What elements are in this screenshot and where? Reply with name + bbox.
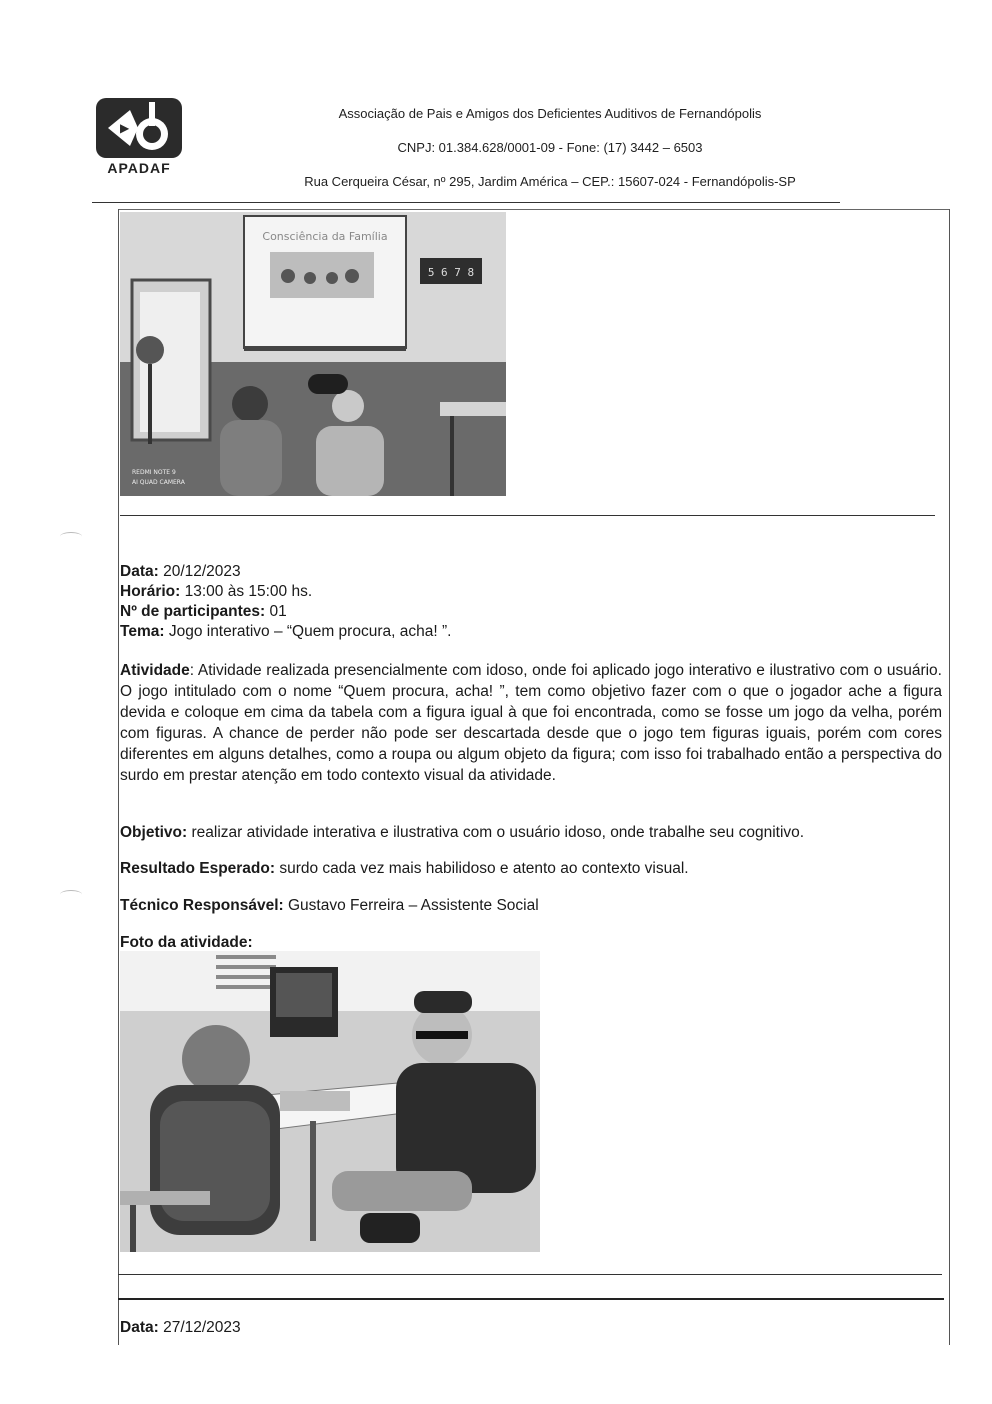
overlay-line-1: REDMI NOTE 9 — [132, 469, 176, 476]
frame-right — [949, 209, 950, 1345]
slide-title: Consciência da Família — [262, 230, 388, 243]
separator-2 — [118, 1274, 942, 1275]
date-line — [120, 562, 241, 582]
contact-info: CNPJ: 01.384.628/0001-09 - Fone: (17) 3442 – 6503 — [397, 140, 703, 155]
svg-text:▶: ▶ — [120, 121, 130, 135]
address: Rua Cerqueira César, nº 295, Jardim América – CEP.: 15607-024 - Fernandópolis-SP — [304, 174, 796, 189]
theme-label: Tema: — [120, 623, 165, 640]
result-text: surdo cada vez mais habilidoso e atento ao contexto visual. — [279, 860, 689, 877]
technician-text: Gustavo Ferreira – Assistente Social — [287, 897, 539, 914]
technician-paragraph — [120, 895, 942, 916]
technician-label: Técnico Responsável: — [120, 897, 284, 914]
activity-label: Atividade — [120, 662, 190, 679]
date-value: 20/12/2023 — [163, 563, 241, 580]
time-value: 13:00 às 15:00 hs. — [184, 583, 313, 600]
time-line — [120, 582, 312, 602]
activity-photo-game — [120, 951, 540, 1252]
separator-3 — [118, 1298, 944, 1300]
photo-label: Foto da atividade: — [120, 934, 253, 951]
result-label: Resultado Esperado: — [120, 860, 276, 877]
association-name: Associação de Pais e Amigos dos Deficientes Auditivos de Fernandópolis — [338, 106, 762, 121]
activity-text: : Atividade realizada presencialmente com idoso, onde foi aplicado jogo interativo e ilustrativo com o usuário. O jogo intitulado com o nome “Quem procura, acha! ”, tem como objetivo fazer com o que o jogador ache a figura devida e coloque em cima da tabela com a figura igual à que foi encontrada, como se fosse um jogo da velha, porém com figuras. A chance de perder não pode ser descartada desde que o jogo tem figuras iguais, porém com cores diferentes em alguns detalhes, como a roupa ou algum objeto da figura; com isso foi trabalhado então a perspectiva do surdo em prestar atenção em todo contexto visual da atividade. — [120, 662, 942, 784]
date-label: Data: — [120, 563, 159, 580]
theme-line — [120, 622, 451, 642]
participants-line — [120, 602, 287, 622]
separator-1 — [120, 515, 935, 516]
theme-value: Jogo interativo – “Quem procura, acha! ”. — [168, 623, 452, 640]
next-date-value: 27/12/2023 — [163, 1319, 241, 1336]
photo-caption — [120, 932, 942, 953]
frame-left — [118, 209, 119, 1345]
logo-text: APADAF — [107, 160, 171, 176]
header-divider — [92, 202, 840, 203]
scan-mark — [60, 890, 82, 899]
activity-photo-projection — [120, 212, 506, 496]
objective-text: realizar atividade interativa e ilustrativa com o usuário idoso, onde trabalhe seu cognitivo. — [191, 824, 805, 841]
overlay-line-2: AI QUAD CAMERA — [132, 479, 185, 486]
activity-paragraph — [120, 660, 942, 786]
next-date-line — [120, 1318, 241, 1338]
objective-paragraph — [120, 822, 942, 843]
participants-label: Nº de participantes: — [120, 603, 266, 620]
next-date-label: Data: — [120, 1319, 159, 1336]
participants-value: 01 — [269, 603, 287, 620]
time-label: Horário: — [120, 583, 181, 600]
objective-label: Objetivo: — [120, 824, 188, 841]
frame-top — [118, 209, 950, 210]
result-paragraph — [120, 858, 942, 879]
scan-mark — [60, 532, 82, 541]
wall-counter: 5 6 7 8 — [427, 266, 475, 279]
